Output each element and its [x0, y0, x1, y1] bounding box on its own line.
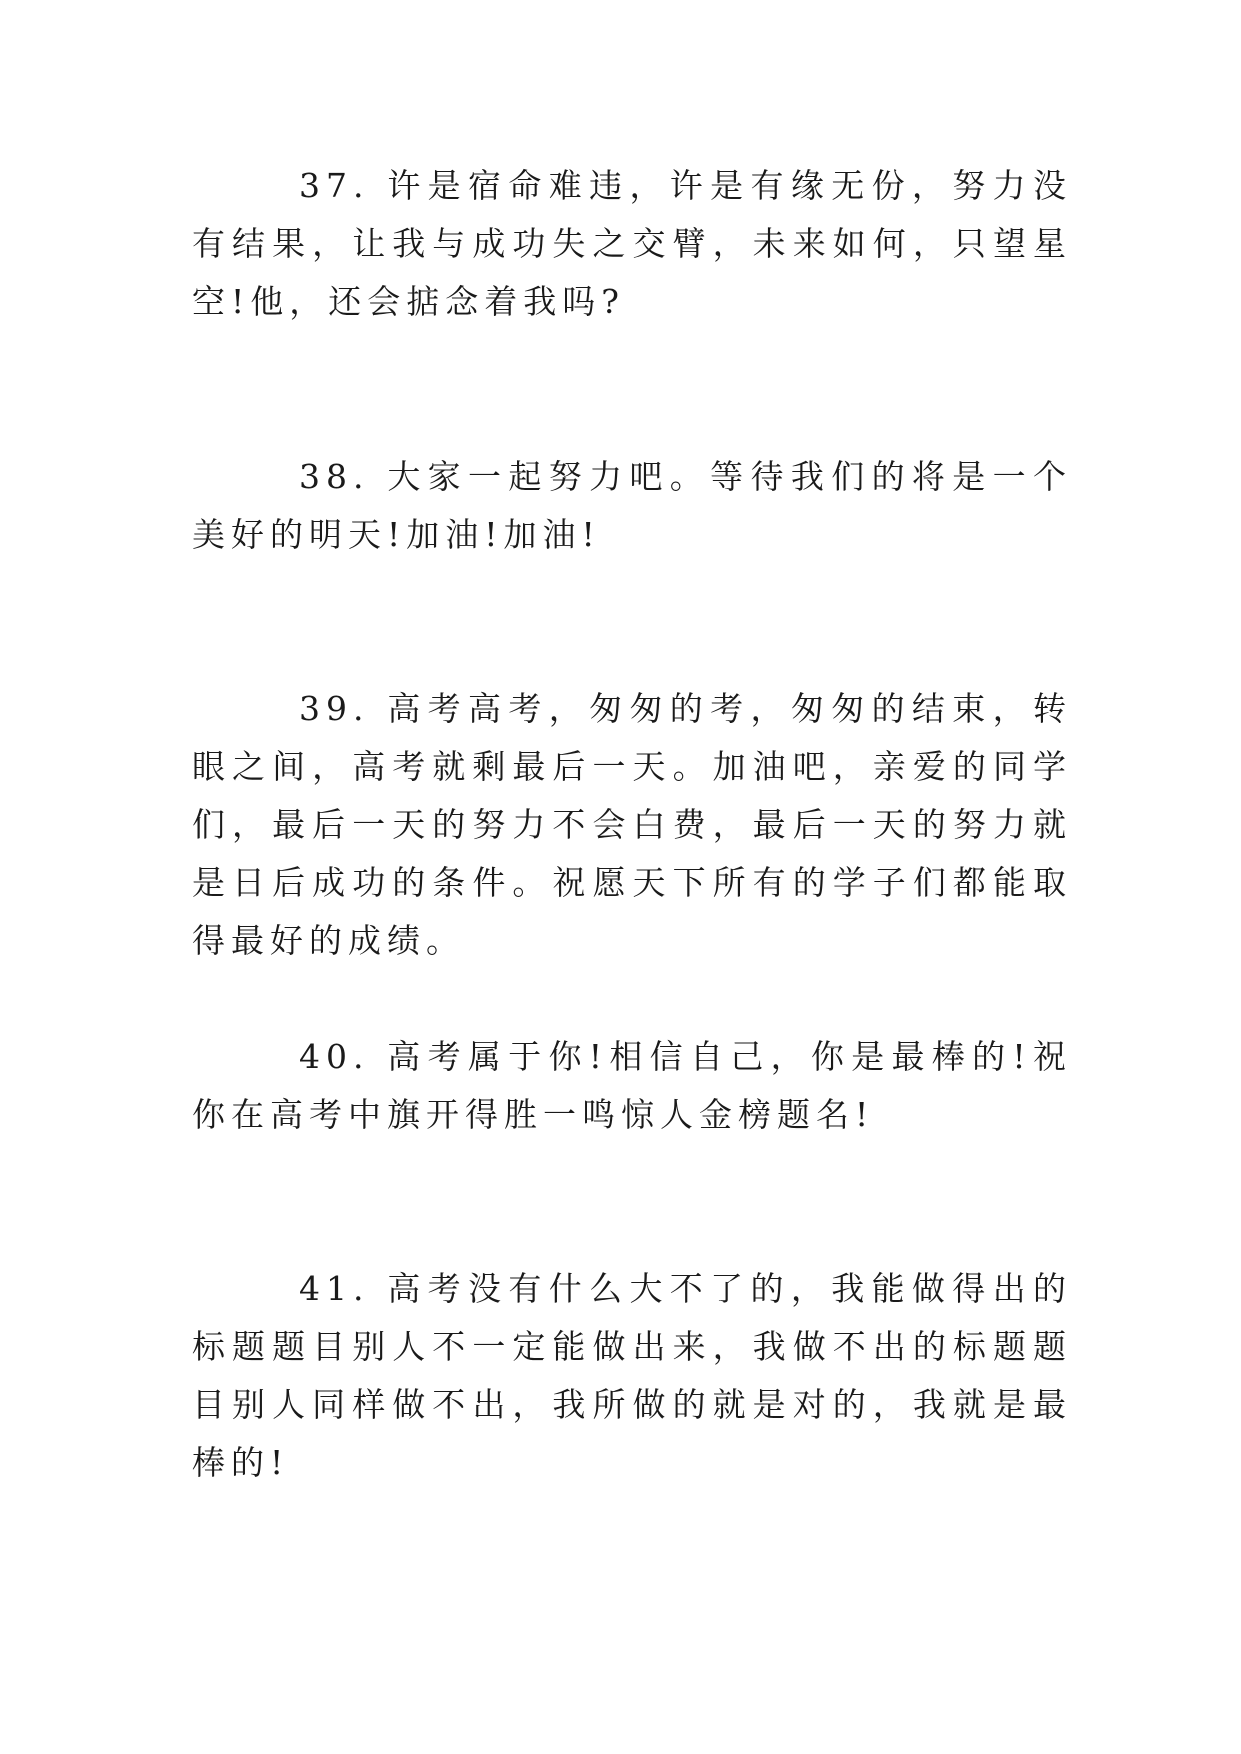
paragraph-40: 40. 高考属于你!相信自己，你是最棒的!祝你在高考中旗开得胜一鸣惊人金榜题名! [192, 1037, 1072, 1134]
paragraph-37: 37. 许是宿命难违，许是有缘无份，努力没有结果，让我与成功失之交臂，未来如何，只望星空!他，还会掂念着我吗? [192, 166, 1072, 321]
paragraph-41: 41. 高考没有什么大不了的，我能做得出的标题题目别人不一定能做出来，我做不出的标题题目别人同样做不出，我所做的就是对的，我就是最棒的! [192, 1269, 1072, 1482]
paragraph-38: 38. 大家一起努力吧。等待我们的将是一个美好的明天!加油!加油! [192, 457, 1072, 554]
paragraph-39: 39. 高考高考，匆匆的考，匆匆的结束，转眼之间，高考就剩最后一天。加油吧，亲爱的同学们，最后一天的努力不会白费，最后一天的努力就是日后成功的条件。祝愿天下所有的学子们都能取得最好的成绩。 [192, 689, 1072, 960]
